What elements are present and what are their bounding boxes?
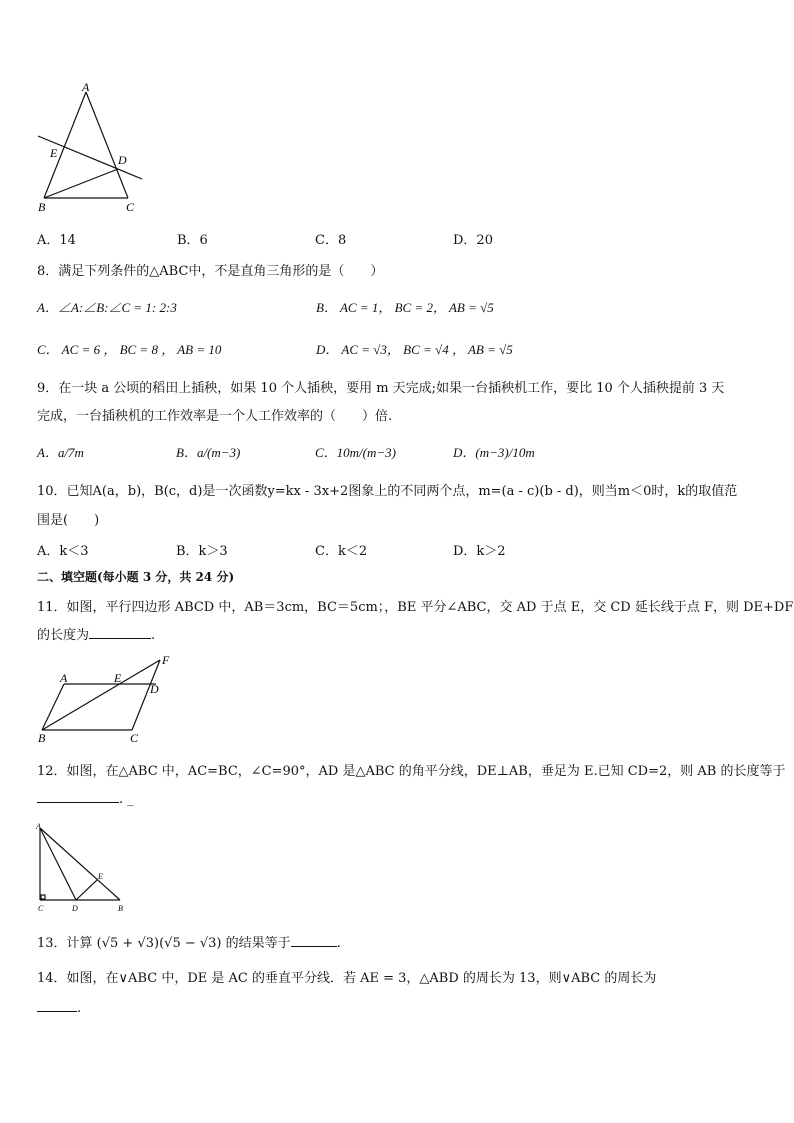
- q9-line2: 完成，一台插秧机的工作效率是一个人工作效率的（ ）倍.: [37, 409, 393, 424]
- q9-option-a: A．a/7m: [37, 445, 84, 460]
- label-D: D: [150, 682, 159, 696]
- q8-option-d: D． AC = √3， BC = √4 ， AB = √5: [316, 342, 513, 357]
- q9-option-d: D．(m−3)/10m: [453, 445, 535, 460]
- label-C: C: [38, 904, 44, 913]
- q13-answer-blank[interactable]: [291, 946, 337, 947]
- label-A: A: [60, 671, 68, 685]
- q7-option-a: A．14: [37, 233, 76, 248]
- label-D: D: [72, 904, 78, 913]
- q10-line2: 围是( ): [37, 513, 100, 528]
- q10-line1: 10．已知A(a，b)，B(c，d)是一次函数y=kx - 3x+2图象上的不同两个点，m=(a - c)(b - d)，则当m＜0时，k的取值范: [37, 484, 738, 499]
- q13-end: .: [336, 936, 341, 951]
- q10-option-d: D．k＞2: [453, 544, 506, 559]
- right-triangle-figure-q12: [34, 820, 134, 916]
- label-D: D: [118, 153, 127, 167]
- q11-line2: [37, 624, 155, 643]
- q11-line1: 11．如图，平行四边形 ABCD 中，AB＝3cm，BC＝5cm；，BE 平分∠ABC，交 AD 于点 E，交 CD 延长线于点 F，则 DE+DF: [37, 600, 794, 615]
- q10-option-b: B．k＞3: [176, 544, 228, 559]
- q7-option-b: B．6: [177, 233, 208, 248]
- q9-line1: 9．在一块 a 公顷的稻田上插秧，如果 10 个人插秧，要用 m 天完成;如果一台插秧机工作，要比 10 个人插秧提前 3 天: [37, 381, 725, 396]
- q14-answer-blank[interactable]: [37, 1011, 77, 1012]
- q12-answer-blank[interactable]: [37, 802, 119, 803]
- label-B: B: [118, 904, 123, 913]
- label-B: B: [38, 731, 46, 745]
- triangle-figure-q7: [30, 80, 150, 220]
- q8-option-b: B． AC = 1， BC = 2， AB = √5: [316, 300, 494, 315]
- q12-line1: 12．如图，在△ABC 中，AC=BC，∠C=90°，AD 是△ABC 的角平分线，DE⊥AB，垂足为 E.已知 CD=2，则 AB 的长度等于: [37, 764, 786, 779]
- q9-option-c: C．10m/(m−3): [315, 445, 396, 460]
- q12-line2: [37, 792, 134, 807]
- label-E: E: [98, 872, 103, 881]
- q11-answer-blank[interactable]: [89, 638, 151, 639]
- q8-stem: 8．满足下列条件的△ABC中，不是直角三角形的是（ ）: [37, 264, 384, 279]
- q14-end: .: [77, 1001, 82, 1016]
- q10-option-a: A．k＜3: [37, 544, 89, 559]
- label-A: A: [36, 822, 41, 831]
- section-heading-fill-in: 二、填空题(每小题 3 分，共 24 分): [37, 570, 235, 584]
- label-B: B: [38, 200, 46, 214]
- label-E: E: [50, 146, 58, 160]
- q13-text: 13．计算 (√5 + √3)(√5 − √3) 的结果等于: [37, 936, 291, 951]
- label-C: C: [126, 200, 135, 214]
- label-A: A: [82, 80, 90, 94]
- label-C: C: [130, 731, 139, 745]
- q7-option-d: D．20: [453, 233, 493, 248]
- label-E: E: [114, 671, 122, 685]
- parallelogram-figure-q11: [34, 652, 184, 748]
- q11-line2-text: 的长度为: [37, 628, 90, 643]
- q14-line2: [37, 1001, 81, 1016]
- q12-end: . _: [119, 792, 134, 807]
- q8-option-a: A．∠A:∠B:∠C = 1: 2:3: [37, 300, 177, 315]
- q7-option-c: C．8: [315, 233, 347, 248]
- q9-option-b: B．a/(m−3): [176, 445, 241, 460]
- q14-line1: 14．如图，在∨ABC 中，DE 是 AC 的垂直平分线．若 AE = 3，△ABD 的周长为 13，则∨ABC 的周长为: [37, 971, 657, 986]
- label-F: F: [162, 653, 170, 667]
- q10-option-c: C．k＜2: [315, 544, 368, 559]
- q13-line: [37, 932, 341, 951]
- q8-option-c: C． AC = 6 ， BC = 8 ， AB = 10: [37, 342, 222, 357]
- q11-end: .: [151, 628, 156, 643]
